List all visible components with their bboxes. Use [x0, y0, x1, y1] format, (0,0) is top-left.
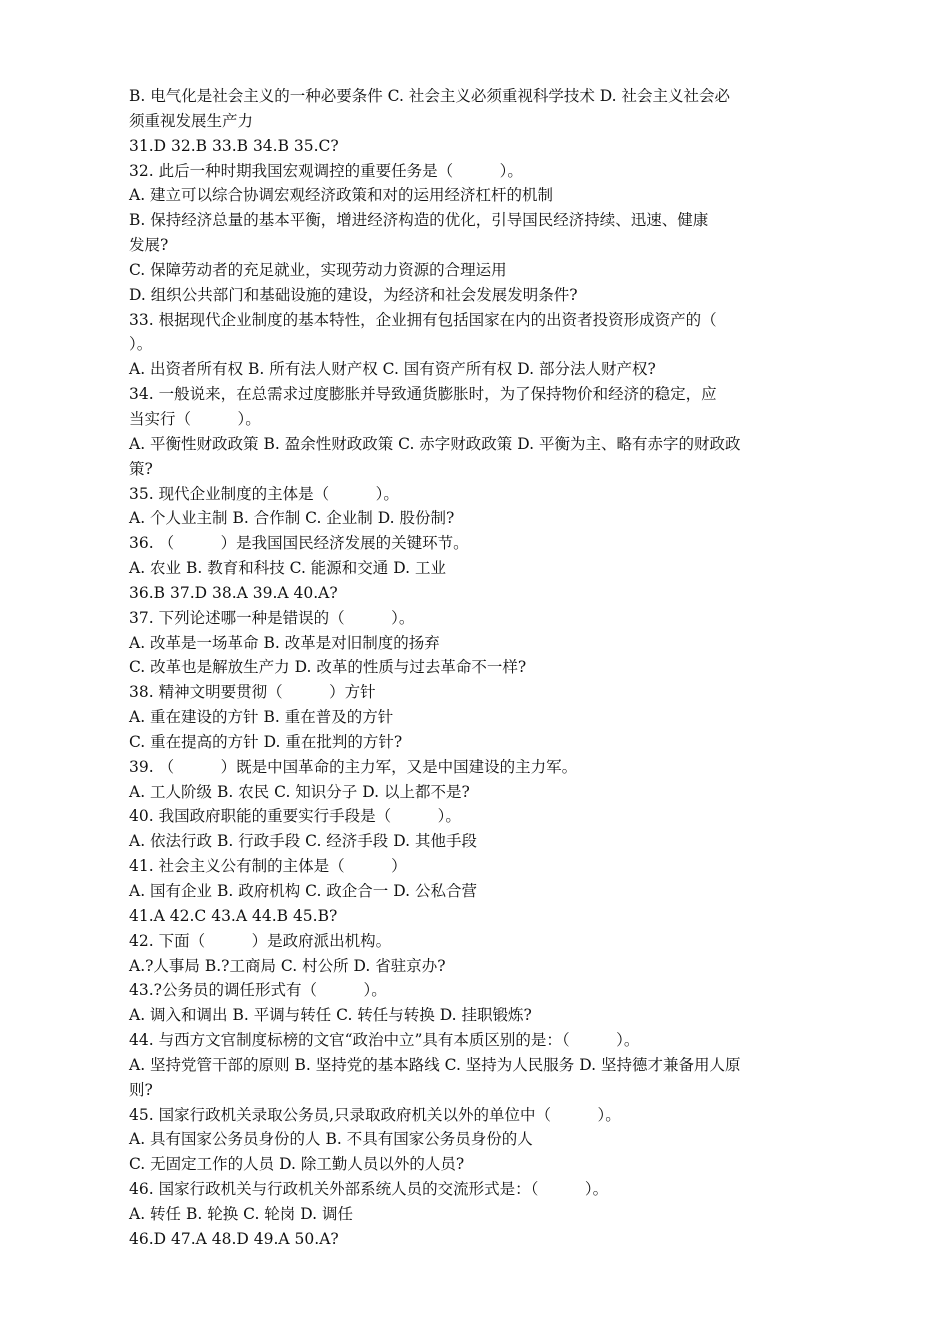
option-line: A. 工人阶级 B. 农民 C. 知识分子 D. 以上都不是? [129, 782, 470, 801]
option-line: B. 保持经济总量的基本平衡，增进经济构造的优化，引导国民经济持续、迅速、健康 [129, 211, 709, 230]
option-line: D. 组织公共部门和基础设施的建设，为经济和社会发展发明条件? [129, 285, 578, 304]
question-44: 44. 与西方文官制度标榜的文官“政治中立”具有本质区别的是：（ ）。 [129, 1031, 640, 1050]
question-35: 35. 现代企业制度的主体是（ ）。 [129, 484, 399, 503]
option-line: 则? [129, 1080, 153, 1099]
option-line: A. 农业 B. 教育和科技 C. 能源和交通 D. 工业 [129, 559, 446, 578]
question-43: 43.?公务员的调任形式有（ ）。 [129, 981, 387, 1000]
answer-key-line: 36.B 37.D 38.A 39.A 40.A? [129, 583, 338, 602]
option-line: 策? [129, 459, 153, 478]
option-line: C. 无固定工作的人员 D. 除工勤人员以外的人员? [129, 1155, 465, 1174]
option-line: A. 具有国家公务员身份的人 B. 不具有国家公务员身份的人 [129, 1130, 533, 1149]
question-36: 36. （ ）是我国国民经济发展的关键环节。 [129, 534, 469, 553]
option-line: A. 出资者所有权 B. 所有法人财产权 C. 国有资产所有权 D. 部分法人财产权? [129, 360, 656, 379]
question-40: 40. 我国政府职能的重要实行手段是（ ）。 [129, 807, 461, 826]
option-line: C. 保障劳动者的充足就业，实现劳动力资源的合理运用 [129, 260, 507, 279]
question-34: 34. 一般说来，在总需求过度膨胀并导致通货膨胀时，为了保持物价和经济的稳定，应 [129, 385, 717, 404]
option-line: 发展? [129, 236, 169, 255]
document-page [129, 84, 823, 1252]
question-46: 46. 国家行政机关与行政机关外部系统人员的交流形式是：（ ）。 [129, 1180, 609, 1199]
question-39: 39. （ ）既是中国革命的主力军，又是中国建设的主力军。 [129, 757, 578, 776]
text-line: 须重视发展生产力 [129, 111, 254, 130]
question-33: 33. 根据现代企业制度的基本特性，企业拥有包括国家在内的出资者投资形成资产的（ [129, 310, 717, 329]
answer-key-line: 41.A 42.C 43.A 44.B 45.B? [129, 906, 338, 925]
option-line: A. 个人业主制 B. 合作制 C. 企业制 D. 股份制? [129, 509, 455, 528]
text-line: B. 电气化是社会主义的一种必要条件 C. 社会主义必须重视科学技术 D. 社会主义社会必 [129, 87, 730, 105]
option-line: A. 国有企业 B. 政府机构 C. 政企合一 D. 公私合营 [129, 882, 477, 900]
option-line: A. 建立可以综合协调宏观经济政策和对的运用经济杠杆的机制 [129, 186, 554, 205]
question-37: 37. 下列论述哪一种是错误的（ ）。 [129, 608, 415, 627]
option-line: A. 改革是一场革命 B. 改革是对旧制度的扬弃 [129, 633, 440, 652]
question-45: 45. 国家行政机关录取公务员,只录取政府机关以外的单位中（ ）。 [129, 1105, 621, 1124]
option-line: A. 调入和调出 B. 平调与转任 C. 转任与转换 D. 挂职锻炼? [129, 1006, 532, 1025]
question-42: 42. 下面（ ）是政府派出机构。 [129, 931, 392, 950]
option-line: A. 依法行政 B. 行政手段 C. 经济手段 D. 其他手段 [129, 832, 477, 851]
answer-key-line: 31.D 32.B 33.B 34.B 35.C? [129, 136, 339, 155]
option-line: C. 改革也是解放生产力 D. 改革的性质与过去革命不一样? [129, 658, 527, 677]
question-38: 38. 精神文明要贯彻（ ）方针 [129, 683, 376, 702]
option-line: A.?人事局 B.?工商局 C. 村公所 D. 省驻京办? [129, 956, 446, 975]
option-line: A. 转任 B. 轮换 C. 轮岗 D. 调任 [129, 1204, 353, 1223]
answer-key-line: 46.D 47.A 48.D 49.A 50.A? [129, 1229, 339, 1248]
question-41: 41. 社会主义公有制的主体是（ ） [129, 857, 407, 876]
option-line: A. 重在建设的方针 B. 重在普及的方针 [129, 708, 394, 727]
option-line: C. 重在提高的方针 D. 重在批判的方针? [129, 732, 403, 751]
question-33-cont: ）。 [129, 335, 153, 354]
option-line: A. 平衡性财政政策 B. 盈余性财政政策 C. 赤字财政政策 D. 平衡为主、略有赤字的财政政 [129, 434, 741, 453]
option-line: A. 坚持党管干部的原则 B. 坚持党的基本路线 C. 坚持为人民服务 D. 坚持德才兼备用人原 [129, 1055, 741, 1074]
question-34-cont: 当实行（ ）。 [129, 409, 261, 428]
question-32: 32. 此后一种时期我国宏观调控的重要任务是（ ）。 [129, 161, 523, 180]
